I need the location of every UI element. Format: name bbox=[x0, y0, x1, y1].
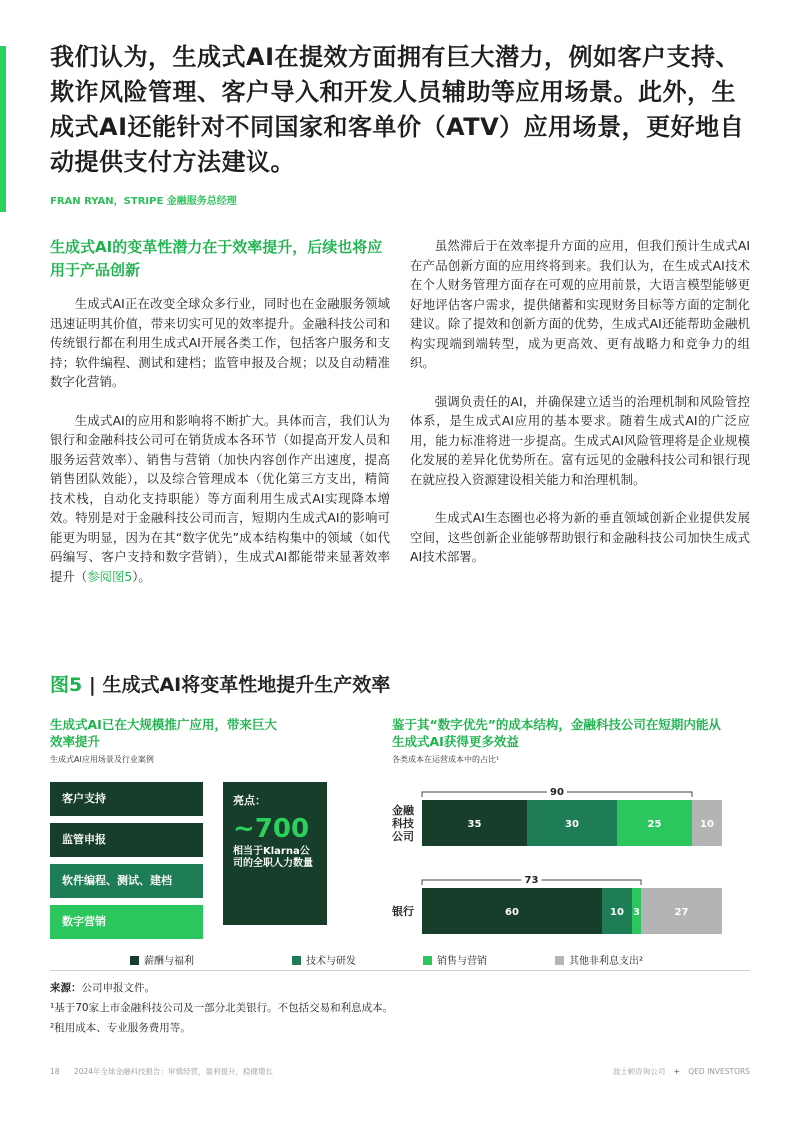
use-case-panel bbox=[50, 716, 340, 928]
legend-item bbox=[423, 952, 487, 967]
figure-link[interactable]: 参阅图5 bbox=[87, 568, 133, 584]
total-label: 73 bbox=[524, 875, 539, 886]
data-label: 10 bbox=[610, 907, 624, 918]
legend-label: 技术与研发 bbox=[306, 956, 356, 967]
section-heading: 生成式AI的变革性潜力在于效率提升，后续也将应用于产品创新 bbox=[50, 238, 383, 279]
paragraph bbox=[50, 411, 390, 587]
panel-heading: 生成式AI已在大规模推广应用，带来巨大效率提升 bbox=[50, 717, 277, 749]
footnote-1: ¹基于70家上市金融科技公司及一部分北美银行。不包括交易和利息成本。 bbox=[50, 1002, 394, 1014]
data-label: 27 bbox=[674, 907, 689, 918]
figure-separator: | bbox=[88, 674, 96, 696]
data-label: 35 bbox=[467, 819, 482, 830]
plus-sign: + bbox=[673, 1067, 680, 1076]
figure-notes bbox=[50, 978, 750, 1038]
category-label: 银行 bbox=[392, 905, 414, 918]
figure-title-text: 生成式AI将变革性地提升生产效率 bbox=[102, 674, 391, 696]
cost-structure-panel bbox=[392, 716, 737, 918]
data-label: 60 bbox=[505, 907, 519, 918]
highlight-label: 亮点： bbox=[233, 794, 266, 807]
source-label: 来源： bbox=[50, 982, 82, 994]
page-number: 18 bbox=[50, 1067, 60, 1076]
paragraph-end: ）。 bbox=[132, 568, 151, 584]
figure-title bbox=[50, 670, 390, 697]
highlight-box bbox=[223, 782, 327, 925]
app-box-regulatory: 监管申报 bbox=[50, 823, 203, 857]
partner-name: QED INVESTORS bbox=[688, 1067, 750, 1076]
legend-item bbox=[555, 952, 643, 967]
legend-swatch bbox=[555, 956, 564, 965]
panel-note: 各类成本在运营成本中的占比¹ bbox=[392, 755, 500, 764]
right-column bbox=[410, 236, 750, 586]
legend-swatch bbox=[130, 956, 139, 965]
highlight-description: 相当于Klarna公司的全职人力数量 bbox=[233, 846, 313, 869]
app-box-customer-support: 客户支持 bbox=[50, 782, 203, 816]
app-box-software: 软件编程、测试、建档 bbox=[50, 864, 203, 898]
legend-item bbox=[130, 952, 194, 967]
data-label: 30 bbox=[565, 819, 579, 830]
legend-item bbox=[292, 952, 356, 967]
paragraph: 强调负责任的AI，并确保建立适当的治理机制和风险管控体系，是生成式AI应用的基本要求。随着生成式AI的广泛应用，能力标准将进一步提高。生成式AI风险管理将是企业规模化发展的差异化优势所在。富有远见的金融科技公司和银行现在就应投入资源建设相关能力和治理机制。 bbox=[410, 393, 750, 487]
app-box-marketing: 数字营销 bbox=[50, 905, 203, 939]
panel-note: 生成式AI应用场景及行业案例 bbox=[50, 755, 154, 764]
left-column bbox=[50, 236, 390, 605]
source-text: 公司申报文件。 bbox=[81, 982, 155, 994]
paragraph: 虽然滞后于在效率提升方面的应用，但我们预计生成式AI在产品创新方面的应用终将到来。我们认为，在生成式AI技术在个人财务管理方面存在可观的应用前景，大语言模型能够更好地评估客户需求，提供储蓄和实现财务目标等方面的定制化建议。除了提效和创新方面的优势，生成式AI还能帮助金融机构实现端到端转型，成为更高效、更有战略力和竞争力的组织。 bbox=[410, 238, 750, 370]
data-label: 3 bbox=[633, 907, 640, 918]
data-label: 10 bbox=[700, 819, 714, 830]
paragraph: 生成式AI正在改变全球众多行业，同时也在金融服务领域迅速证明其价值，带来切实可见的效率提升。金融科技公司和传统银行都在利用生成式AI开展各类工作，包括客户服务和支持；软件编程、测试和建档；监管申报及合规；以及自动精准数字化营销。 bbox=[50, 296, 390, 389]
paragraph-text: 生成式AI的应用和影响将不断扩大。具体而言，我们认为银行和金融科技公司可在销货成本各环节（如提高开发人员和服务运营效率）、销售与营销（加快内容创作产出速度，提高销售团队效能），以及综合管理成本（优化第三方支出，精简技术栈，自动化支持职能）等方面利用生成式AI实现降本增效。特别是对于金融科技公司而言，短期内生成式AI的影响可能更为明显，因为在其“数字优先”成本结构集中的领域（如代码编写、客户支持和数字营销），生成式AI都能带来显著效率提升（ bbox=[50, 412, 390, 584]
chart-legend bbox=[50, 952, 750, 966]
source-line bbox=[50, 978, 750, 998]
category-label: 金融科技公司 bbox=[392, 804, 414, 843]
panel-heading: 鉴于其“数字优先”的成本结构，金融科技公司在短期内能从生成式AI获得更多效益 bbox=[392, 717, 721, 749]
footnote-2: ²租用成本、专业服务费用等。 bbox=[50, 1022, 191, 1034]
stacked-bar-chart bbox=[392, 766, 737, 946]
legend-label: 其他非利息支出² bbox=[569, 956, 644, 967]
firm-name: 波士顿咨询公司 bbox=[612, 1067, 666, 1076]
page-footer bbox=[50, 1066, 750, 1077]
footer-brand bbox=[613, 1066, 750, 1077]
legend-swatch bbox=[292, 956, 301, 965]
divider bbox=[50, 970, 750, 971]
accent-bar bbox=[0, 46, 6, 212]
quote-author: FRAN RYAN，STRIPE 金融服务总经理 bbox=[50, 196, 237, 207]
legend-label: 薪酬与福利 bbox=[144, 956, 194, 967]
pull-quote: 我们认为，生成式AI在提效方面拥有巨大潜力，例如客户支持、欺诈风险管理、客户导入和开发人员辅助等应用场景。此外，生成式AI还能针对不同国家和客单价（ATV）应用场景，更好地自动提供支付方法建议。 bbox=[50, 43, 745, 176]
legend-swatch bbox=[423, 956, 432, 965]
total-label: 90 bbox=[550, 787, 564, 798]
data-label: 25 bbox=[647, 819, 662, 830]
report-title: 2024年全球金融科技报告：审慎经营，盈利提升，稳健增长 bbox=[73, 1067, 274, 1076]
legend-label: 销售与营销 bbox=[437, 956, 487, 967]
highlight-value: ~700 bbox=[233, 814, 310, 844]
paragraph: 生成式AI生态圈也必将为新的垂直领域创新企业提供发展空间，这些创新企业能够帮助银行和金融科技公司加快生成式AI技术部署。 bbox=[410, 510, 750, 564]
figure-number: 图5 bbox=[50, 674, 83, 696]
